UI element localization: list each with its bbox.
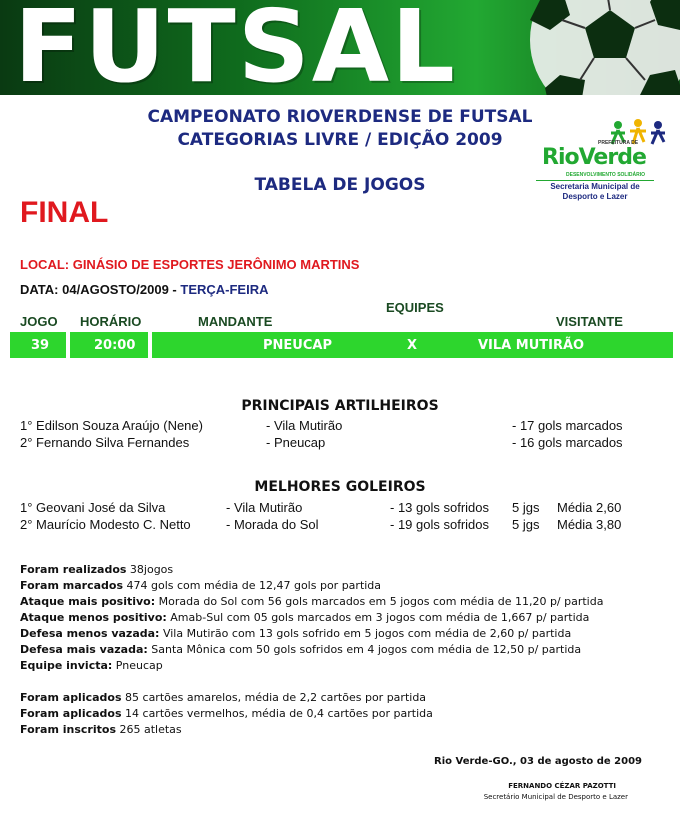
stat-label: Foram realizados [20, 563, 127, 576]
goalkeeper-2-conceded: - 19 gols sofridos [390, 517, 489, 532]
stage-title: FINAL [20, 196, 109, 229]
logo-tagline: DESENVOLVIMENTO SOLIDÁRIO [566, 172, 645, 178]
logo-prefeitura: PREFEITURA DE [598, 140, 639, 146]
stat-unbeaten-team [20, 659, 163, 672]
stat-label: Foram marcados [20, 579, 123, 592]
stat-yellow-cards [20, 691, 426, 704]
goalkeeper-1-average: Média 2,60 [557, 500, 622, 515]
match-time: 20:00 [94, 338, 136, 353]
rio-verde-logo [528, 118, 678, 208]
goalkeeper-1-conceded: - 13 gols sofridos [390, 500, 489, 515]
stat-label: Foram aplicados [20, 707, 122, 720]
stat-label: Foram inscritos [20, 723, 116, 736]
header-banner [0, 0, 680, 95]
logo-department [536, 182, 654, 202]
stat-goals-scored [20, 579, 381, 592]
versus: X [407, 338, 418, 353]
stat-athletes [20, 723, 182, 736]
scorers-title: PRINCIPAIS ARTILHEIROS [241, 398, 439, 414]
goalkeeper-1-team: - Vila Mutirão [226, 500, 303, 515]
logo-divider [536, 180, 654, 181]
stat-worst-defense [20, 643, 581, 656]
stat-text: 38jogos [126, 563, 174, 576]
stat-games-played [20, 563, 173, 576]
stat-text: 474 gols com média de 12,47 gols por partida [123, 579, 382, 592]
home-team: PNEUCAP [263, 338, 332, 353]
col-horario: HORÁRIO [80, 314, 142, 329]
stat-text: 85 cartões amarelos, média de 2,2 cartões por partida [121, 691, 427, 704]
scorer-1-team: - Vila Mutirão [266, 418, 343, 433]
stat-text: Santa Mônica com 50 gols sofridos em 4 jogos com média de 12,50 p/ partida [147, 643, 582, 656]
soccer-ball-icon [500, 0, 680, 95]
championship-title: CAMPEONATO RIOVERDENSE DE FUTSAL [147, 107, 533, 127]
stat-text: Amab-Sul com 05 gols marcados em 3 jogos com média de 1,667 p/ partida [166, 611, 590, 624]
venue: LOCAL: GINÁSIO DE ESPORTES JERÔNIMO MARTINS [20, 257, 360, 272]
stat-label: Equipe invicta: [20, 659, 113, 672]
logo-name: RioVerde [542, 145, 646, 170]
stat-worst-attack [20, 611, 589, 624]
goalkeeper-2-games: 5 jgs [512, 517, 540, 532]
place-date: Rio Verde-GO., 03 de agosto de 2009 [434, 756, 642, 767]
banner-title: FUTSAL [14, 0, 457, 95]
col-visitante: VISITANTE [556, 314, 623, 329]
match-number: 39 [31, 338, 50, 353]
weekday: TERÇA-FEIRA [180, 282, 269, 297]
match-date [20, 282, 268, 297]
logo-dept-line2: Desporto e Lazer [562, 192, 628, 201]
scorer-2-name: 2° Fernando Silva Fernandes [20, 435, 190, 450]
category-title: CATEGORIAS LIVRE / EDIÇÃO 2009 [177, 130, 503, 150]
stat-label: Defesa menos vazada: [20, 627, 160, 640]
goalkeeper-2-name: 2° Maurício Modesto C. Netto [20, 517, 191, 532]
stat-best-attack [20, 595, 603, 608]
schedule-title: TABELA DE JOGOS [254, 175, 426, 195]
stat-label: Ataque menos positivo: [20, 611, 167, 624]
col-jogo: JOGO [20, 314, 58, 329]
scorer-1-goals: - 17 gols marcados [512, 418, 623, 433]
signer-name: FERNANDO CÉZAR PAZOTTI [508, 782, 616, 790]
goalkeeper-1-name: 1° Geovani José da Silva [20, 500, 166, 515]
stat-best-defense [20, 627, 571, 640]
teams-group-header: EQUIPES [386, 300, 444, 315]
goalkeeper-1-games: 5 jgs [512, 500, 540, 515]
signer-role: Secretário Municipal de Desporto e Lazer [483, 793, 628, 801]
goalkeeper-2-team: - Morada do Sol [226, 517, 319, 532]
stat-text: Morada do Sol com 56 gols marcados em 5 jogos com média de 11,20 p/ partida [155, 595, 604, 608]
goalkeeper-2-average: Média 3,80 [557, 517, 622, 532]
stat-label: Defesa mais vazada: [20, 643, 148, 656]
stat-text: 265 atletas [116, 723, 182, 736]
stat-label: Foram aplicados [20, 691, 122, 704]
stat-text: 14 cartões vermelhos, média de 0,4 cartões por partida [121, 707, 433, 720]
away-team: VILA MUTIRÃO [478, 338, 585, 353]
scorer-1-name: 1° Edilson Souza Araújo (Nene) [20, 418, 203, 433]
scorer-2-goals: - 16 gols marcados [512, 435, 623, 450]
logo-dept-line1: Secretaria Municipal de [550, 182, 640, 191]
col-mandante: MANDANTE [198, 314, 273, 329]
stat-text: Vila Mutirão com 13 gols sofrido em 5 jogos com média de 2,60 p/ partida [159, 627, 572, 640]
scorer-2-team: - Pneucap [266, 435, 326, 450]
stat-text: Pneucap [112, 659, 163, 672]
date-text: DATA: 04/AGOSTO/2009 - [20, 282, 181, 297]
stat-red-cards [20, 707, 433, 720]
goalkeepers-title: MELHORES GOLEIROS [254, 479, 426, 495]
stat-label: Ataque mais positivo: [20, 595, 156, 608]
